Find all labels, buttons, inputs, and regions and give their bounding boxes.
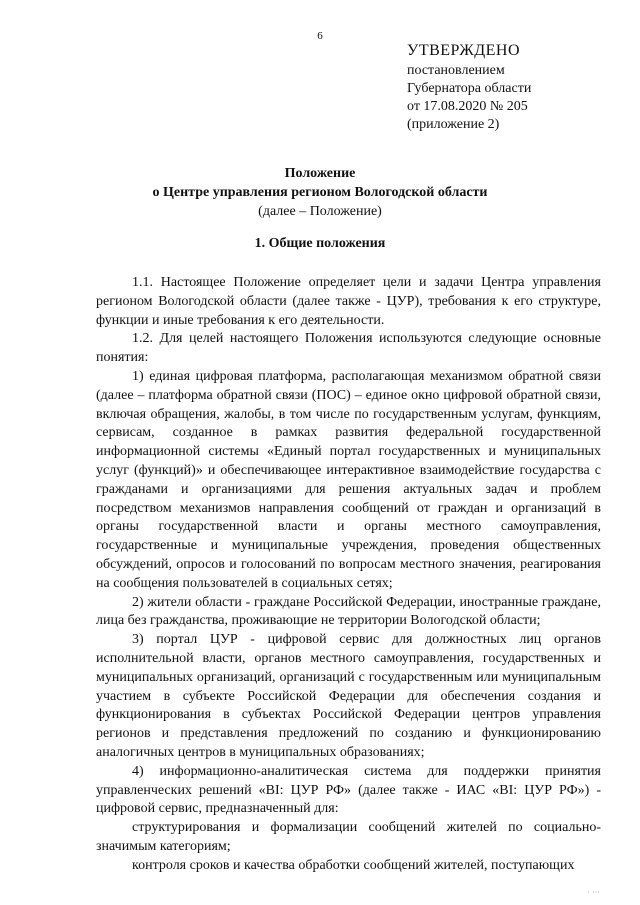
paragraph: 3) портал ЦУР - цифровой сервис для должностных лиц органов исполнительной власти, органов местного самоуправления, государственных и муниципальных организаций, организаций с государственным или муниципальным участием в субъекте Российской Федерации для обеспечения создания и функционирования в субъектах Российской Федерации центров управления регионов и представления предложений по созданию и функционированию аналогичных центров в муниципальных образованиях; <box>96 632 601 760</box>
page-number: 6 <box>317 30 323 42</box>
paragraph: 2) жители области - граждане Российской Федерации, иностранные граждане, лица без гражданства, проживающие не территории Вологодской области; <box>96 594 601 629</box>
paragraph: 1.1. Настоящее Положение определяет цели и задачи Центра управления регионом Вологодской области (далее также - ЦУР), требования к его структуре, функции и иные требования к его деятельности. <box>96 275 601 328</box>
document-title <box>0 164 640 221</box>
paragraph: 1) единая цифровая платформа, располагающая механизмом обратной связи (далее – платформа обратной связи (ПОС) – единое окно цифровой обратной связи, включая обращения, жалобы, в том числе по государственным услугам, функциям, сервисам, созданное в рамках развития федеральной государственной информационной системы «Единый портал государственных и муниципальных услуг (функций)» и обеспечивающее интерактивное взаимодействие государства с гражданами и организациями для решения актуальных задач и проблем посредством механизмов направления сообщений от граждан и организаций в органы государственной власти и органы местного самоуправления, государственные и муниципальные учреждения, проведения общественных обсуждений, опросов и голосований по вопросам местного значения, реагирования на сообщения пользователей в социальных сетях; <box>96 368 601 591</box>
approval-line: Губернатора области <box>407 81 532 96</box>
approval-line: (приложение 2) <box>407 117 500 132</box>
approval-line: постановлением <box>407 63 505 78</box>
paragraph: структурирования и формализации сообщений жителей по социально-значимым категориям; <box>96 820 601 854</box>
approval-heading: УТВЕРЖДЕНО <box>407 42 521 59</box>
title-line: о Центре управления регионом Вологодской области <box>152 185 488 200</box>
document-body <box>96 274 601 876</box>
paragraph: контроля сроков и качества обработки сообщений жителей, поступающих <box>132 857 575 873</box>
paragraph: 1.2. Для целей настоящего Положения используются следующие основные понятия: <box>96 331 601 366</box>
approval-line: от 17.08.2020 № 205 <box>407 99 528 114</box>
scan-mark: · ··· <box>587 888 600 897</box>
approval-stamp <box>407 42 531 134</box>
section-heading: 1. Общие положения <box>254 236 386 251</box>
title-line: Положение <box>284 166 356 181</box>
paragraph: 4) информационно-аналитическая система для поддержки принятия управленческих решений «BI: ЦУР РФ» (далее также - ИАС «BI: ЦУР РФ») - цифровой сервис, предназначенный для: <box>96 763 601 817</box>
title-subline: (далее – Положение) <box>258 204 382 219</box>
